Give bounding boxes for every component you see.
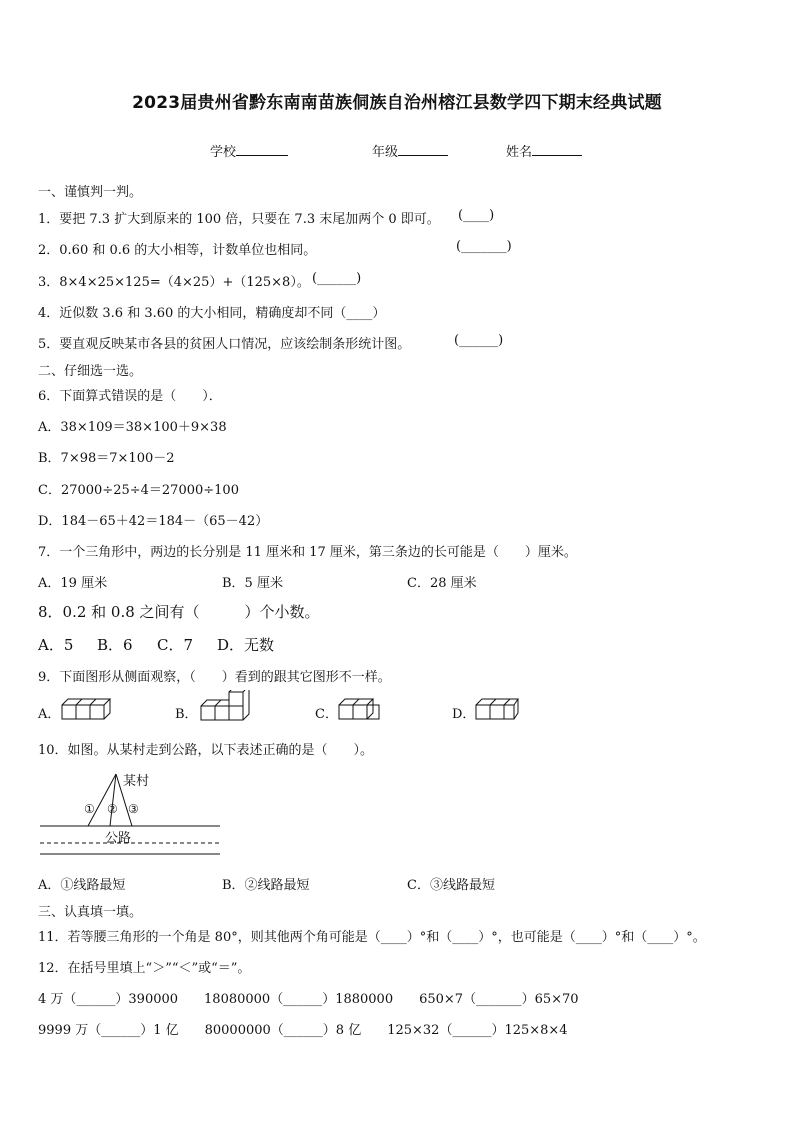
q12-row-2: 9999 万（______）1 亿 80000000（______）8 亿 125×32（______）125×8×4 xyxy=(38,1023,568,1038)
cubes-figure-b xyxy=(199,690,251,724)
question-11: 11．若等腰三角形的一个角是 80°，则其他两个角可能是（____）°和（____）°，也可能是（____）°和（____）°。 xyxy=(38,930,706,945)
road-label: 公路 xyxy=(105,831,132,846)
q6-option-c[interactable]: C．27000÷25÷4＝27000÷100 xyxy=(38,483,239,498)
q9-option-c[interactable]: C． xyxy=(315,707,338,722)
section2-heading: 二、仔细选一选。 xyxy=(38,364,143,379)
q9-option-a[interactable]: A． xyxy=(38,707,61,722)
question-9: 9．下面图形从侧面观察，（ ）看到的跟其它图形不一样。 xyxy=(38,670,391,685)
q8-option-b[interactable]: B．6 xyxy=(97,636,133,654)
route-label-3: ③ xyxy=(128,802,139,816)
answer-blank-1[interactable]: (____) xyxy=(458,208,495,223)
grade-field[interactable] xyxy=(372,141,448,160)
q7-option-b[interactable]: B．5 厘米 xyxy=(222,576,283,591)
route-label-2: ② xyxy=(107,802,118,816)
q7-option-c[interactable]: C．28 厘米 xyxy=(407,576,477,591)
cubes-figure-c xyxy=(337,697,383,723)
school-label: 学校 xyxy=(210,145,237,160)
q10-option-b[interactable]: B．②线路最短 xyxy=(222,878,310,893)
name-label: 姓名 xyxy=(506,145,533,160)
q8-option-c[interactable]: C．7 xyxy=(157,636,194,654)
question-10: 10．如图。从某村走到公路，以下表述正确的是（ ）。 xyxy=(38,743,374,758)
q8-option-a[interactable]: A．5 xyxy=(38,636,74,654)
answer-blank-3[interactable]: (______) xyxy=(312,271,362,286)
question-5: 5．要直观反映某市各县的贫困人口情况，应该绘制条形统计图。 xyxy=(38,337,411,352)
answer-blank-5[interactable]: (______) xyxy=(454,333,504,348)
q6-option-d[interactable]: D．184－65＋42＝184－（65－42） xyxy=(38,514,269,529)
q10-option-c[interactable]: C．③线路最短 xyxy=(407,878,495,893)
section3-heading: 三、认真填一填。 xyxy=(38,905,143,920)
page-title: 2023届贵州省黔东南南苗族侗族自治州榕江县数学四下期末经典试题 xyxy=(132,93,662,113)
question-8: 8．0.2 和 0.8 之间有（ ）个小数。 xyxy=(38,603,320,621)
question-4: 4．近似数 3.6 和 3.60 的大小相同，精确度却不同（____） xyxy=(38,306,386,321)
question-12: 12．在括号里填上“＞”“＜”或“＝”。 xyxy=(38,961,251,976)
school-field[interactable] xyxy=(210,141,288,160)
village-label: 某村 xyxy=(123,774,150,789)
q9-option-b[interactable]: B． xyxy=(175,707,198,722)
question-1: 1．要把 7.3 扩大到原来的 100 倍，只要在 7.3 末尾加两个 0 即可。 xyxy=(38,212,440,227)
q10-option-a[interactable]: A．①线路最短 xyxy=(38,878,126,893)
cubes-figure-d xyxy=(474,697,520,723)
question-7: 7．一个三角形中，两边的长分别是 11 厘米和 17 厘米，第三条边的长可能是（ ）厘米。 xyxy=(38,545,577,560)
q6-option-a[interactable]: A．38×109＝38×100＋9×38 xyxy=(38,420,227,435)
name-field[interactable] xyxy=(506,141,582,160)
q7-option-a[interactable]: A．19 厘米 xyxy=(38,576,108,591)
q8-option-d[interactable]: D．无数 xyxy=(217,636,275,654)
q6-option-b[interactable]: B．7×98＝7×100－2 xyxy=(38,451,175,466)
grade-label: 年级 xyxy=(372,145,399,160)
q12-row-1: 4 万（______）390000 18080000（______）1880000 650×7（_______）65×70 xyxy=(38,992,579,1007)
route-label-1: ① xyxy=(84,802,95,816)
q9-option-d[interactable]: D． xyxy=(452,707,476,722)
question-3: 3．8×4×25×125=（4×25）+（125×8）。 xyxy=(38,275,310,290)
question-6: 6．下面算式错误的是（ ）． xyxy=(38,389,222,404)
cubes-figure-a xyxy=(60,697,112,723)
section1-heading: 一、谨慎判一判。 xyxy=(38,185,143,200)
answer-blank-2[interactable]: (_______) xyxy=(456,239,512,254)
question-2: 2．0.60 和 0.6 的大小相等，计数单位也相同。 xyxy=(38,243,317,258)
